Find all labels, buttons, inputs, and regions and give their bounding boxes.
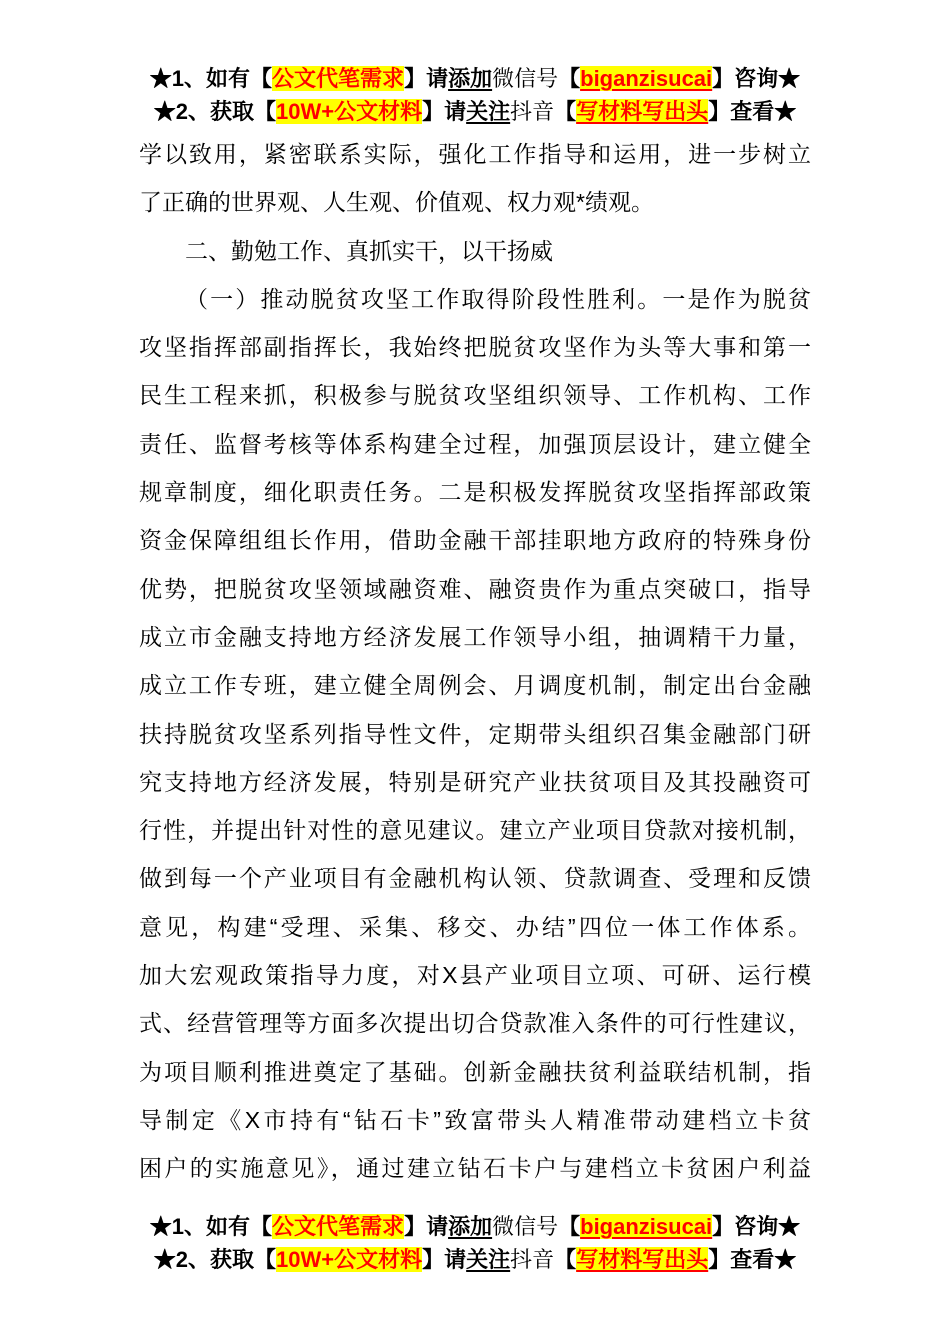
promo2-douyin-id: 写材料写出头 xyxy=(576,99,709,124)
promo2-follow-underlined: 关注 xyxy=(466,1247,511,1272)
promo2-douyin-label: 抖音 xyxy=(510,1247,555,1272)
promo1-service-highlight: 公文代笔需求 xyxy=(272,66,405,91)
para2-line: 式、经营管理等方面多次提出切合贷款准入条件的可行性建议， xyxy=(139,1010,811,1037)
para1-line: 了正确的世界观、人生观、价值观、权力观*绩观。 xyxy=(139,189,654,216)
promo2-bracket: 【 xyxy=(554,99,577,124)
para2-line: 规章制度，细化职责任务。二是积极发挥脱贫攻坚指挥部政策 xyxy=(139,479,811,506)
para2-line: 攻坚指挥部副指挥长，我始终把脱贫攻坚作为头等大事和第一 xyxy=(139,334,811,361)
promo2-follow-underlined: 关注 xyxy=(466,99,511,124)
promo1-add-underlined: 添加 xyxy=(448,1214,493,1239)
promo1-suffix: 】咨询★ xyxy=(712,66,801,91)
promo1-suffix: 】咨询★ xyxy=(712,1214,801,1239)
para2-line: 加大宏观政策指导力度，对X县产业项目立项、可研、运行模 xyxy=(139,962,811,989)
promo-line-1 xyxy=(0,1210,950,1243)
promo-line-2 xyxy=(0,1243,950,1276)
promo1-add-underlined: 添加 xyxy=(448,66,493,91)
para2-line: （一）推动脱贫攻坚工作取得阶段性胜利。一是作为脱贫 xyxy=(185,285,811,312)
promo1-wechat-label: 微信号 xyxy=(492,1214,559,1239)
header-promo-banner xyxy=(0,62,950,128)
promo2-mid: 】请 xyxy=(422,1247,467,1272)
promo2-prefix: ★2、获取【 xyxy=(153,99,277,124)
para2-line: 成立工作专班，建立健全周例会、月调度机制，制定出台金融 xyxy=(139,672,811,699)
para2-line: 成立市金融支持地方经济发展工作领导小组，抽调精干力量， xyxy=(139,623,811,650)
document-body xyxy=(139,130,811,1193)
promo2-suffix: 】查看★ xyxy=(708,99,797,124)
para2-line: 做到每一个产业项目有金融机构认领、贷款调查、受理和反馈 xyxy=(139,865,811,892)
promo1-prefix: ★1、如有【 xyxy=(149,66,273,91)
para2-line: 扶持脱贫攻坚系列指导性文件，定期带头组织召集金融部门研 xyxy=(139,720,811,747)
promo-line-1 xyxy=(0,62,950,95)
para2-line: 究支持地方经济发展，特别是研究产业扶贫项目及其投融资可 xyxy=(139,768,811,795)
promo2-material-highlight: 10W+公文材料 xyxy=(276,99,423,124)
para2-line: 民生工程来抓，积极参与脱贫攻坚组织领导、工作机构、工作 xyxy=(139,382,811,409)
promo1-service-highlight: 公文代笔需求 xyxy=(272,1214,405,1239)
para2-line: 意见，构建“受理、采集、移交、办结”四位一体工作体系。 xyxy=(139,913,811,940)
para2-line: 困户的实施意见》，通过建立钻石卡户与建档立卡贫困户利益 xyxy=(139,1155,811,1182)
promo1-wechat-label: 微信号 xyxy=(492,66,559,91)
promo1-bracket: 【 xyxy=(558,66,581,91)
promo2-bracket: 【 xyxy=(554,1247,577,1272)
para1-line: 学以致用，紧密联系实际，强化工作指导和运用，进一步树立 xyxy=(139,141,811,167)
promo-line-2 xyxy=(0,95,950,128)
promo1-wechat-id: biganzisucai xyxy=(580,66,713,91)
promo2-material-highlight: 10W+公文材料 xyxy=(276,1247,423,1272)
para2-line: 优势，把脱贫攻坚领域融资难、融资贵作为重点突破口，指导 xyxy=(139,575,811,602)
promo2-douyin-label: 抖音 xyxy=(510,99,555,124)
para2-line: 为项目顺利推进奠定了基础。创新金融扶贫利益联结机制，指 xyxy=(139,1058,811,1085)
promo2-mid: 】请 xyxy=(422,99,467,124)
promo1-prefix: ★1、如有【 xyxy=(149,1214,273,1239)
promo2-prefix: ★2、获取【 xyxy=(153,1247,277,1272)
promo1-wechat-id: biganzisucai xyxy=(580,1214,713,1239)
section-heading: 二、勤勉工作、真抓实干，以干扬威 xyxy=(185,237,553,264)
promo2-suffix: 】查看★ xyxy=(708,1247,797,1272)
para2-line: 资金保障组组长作用，借助金融干部挂职地方政府的特殊身份 xyxy=(139,527,811,554)
para2-line: 行性，并提出针对性的意见建议。建立产业项目贷款对接机制， xyxy=(139,817,811,844)
promo1-mid: 】请 xyxy=(404,1214,449,1239)
footer-promo-banner xyxy=(0,1210,950,1276)
promo1-mid: 】请 xyxy=(404,66,449,91)
para2-line: 责任、监督考核等体系构建全过程，加强顶层设计，建立健全 xyxy=(139,430,811,457)
promo2-douyin-id: 写材料写出头 xyxy=(576,1247,709,1272)
promo1-bracket: 【 xyxy=(558,1214,581,1239)
para2-line: 导制定《X市持有“钻石卡”致富带头人精准带动建档立卡贫 xyxy=(139,1106,811,1133)
